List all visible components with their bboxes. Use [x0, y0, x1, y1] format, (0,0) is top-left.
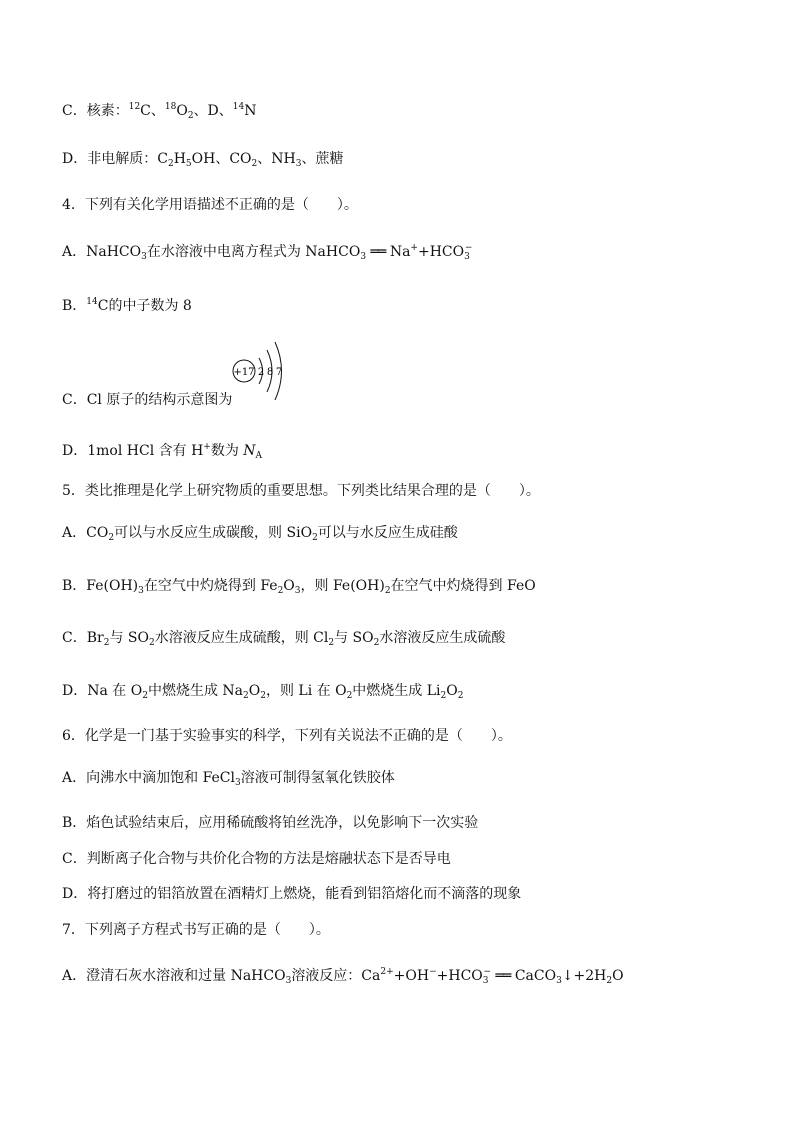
option-d-nonelectrolytes: D．非电解质：$C_2H_5OH$、$CO_2$、$NH_3$、蔗糖 — [62, 151, 344, 169]
question-5: 5．类比推理是化学上研究物质的重要思想。下列类比结果合理的是（ ）。 — [62, 483, 540, 499]
question-7-option-a: A．澄清石灰水溶液和过量 NaHCO$_3$溶液反应：$Ca^{2+}+OH^-+HCO_3^-$ ══ $CaCO_3↓+2H_2O$ — [62, 967, 624, 986]
cl-atom-structure-diagram — [230, 338, 290, 408]
question-5-option-d: D．Na 在 $O_2$中燃烧生成 $Na_2O_2$，则 Li 在 $O_2$中燃烧生成 $Li_2O_2$ — [62, 683, 464, 701]
option-c-nuclides: C．核素：$^{12}$C、$^{18}O_2$、D、$^{14}$N — [62, 102, 257, 121]
question-4-option-b: B．$^{14}$C的中子数为 8 — [62, 297, 192, 314]
nucleus-label: +17 — [233, 367, 255, 378]
question-7: 7．下列离子方程式书写正确的是（ ）。 — [62, 922, 330, 938]
question-4-option-a: A．NaHCO$_3$在水溶液中电离方程式为 NaHCO$_3$ ══ $Na^++HCO_3^-$ — [62, 243, 473, 262]
question-4-option-d: D．1mol HCl 含有 H+数为 $N_A$ — [62, 442, 263, 461]
question-6-option-b: B．焰色试验结束后，应用稀硫酸将铂丝洗净，以免影响下一次实验 — [62, 815, 479, 831]
shell-2-electrons: 8 — [266, 367, 274, 378]
question-4-option-c: C．Cl 原子的结构示意图为 — [62, 392, 233, 408]
shell-3-electrons: 7 — [275, 367, 283, 378]
shell-1-electrons: 2 — [257, 367, 265, 378]
question-6-option-a: A．向沸水中滴加饱和 FeCl$_3$溶液可制得氢氧化铁胶体 — [62, 770, 395, 788]
question-6-option-c: C．判断离子化合物与共价化合物的方法是熔融状态下是否导电 — [62, 851, 451, 867]
question-6-option-d: D．将打磨过的铝箔放置在酒精灯上燃烧，能看到铝箔熔化而不滴落的现象 — [62, 886, 522, 902]
question-6: 6．化学是一门基于实验事实的科学，下列有关说法不正确的是（ ）。 — [62, 728, 512, 744]
question-5-option-b: B．$Fe(OH)_3$在空气中灼烧得到 $Fe_2O_3$，则 $Fe(OH)_2$在空气中灼烧得到 FeO — [62, 578, 536, 596]
question-5-option-a: A．$CO_2$可以与水反应生成碳酸，则 SiO$_2$可以与水反应生成硅酸 — [62, 525, 458, 543]
question-4: 4．下列有关化学用语描述不正确的是（ ）。 — [62, 197, 358, 213]
question-5-option-c: C．$Br_2$与 $SO_2$水溶液反应生成硫酸，则 $Cl_2$与 $SO_2$水溶液反应生成硫酸 — [62, 630, 506, 648]
